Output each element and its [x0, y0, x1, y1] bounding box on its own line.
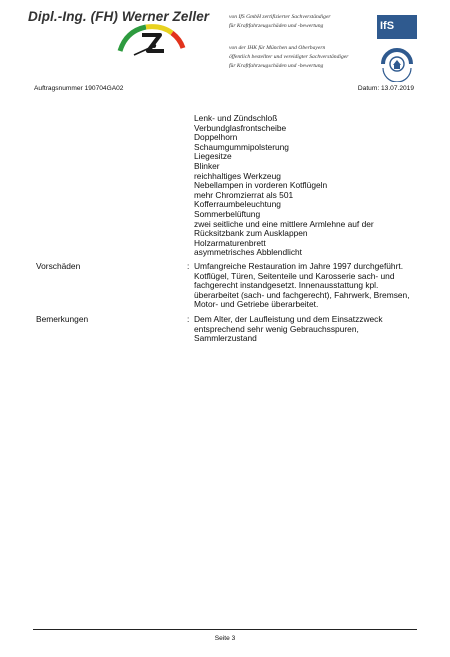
list-item: Sommerbelüftung [194, 208, 261, 219]
list-item: Lenk- und Zündschloß [194, 113, 278, 123]
previous-damage-label: Vorschäden [36, 261, 81, 271]
equipment-list [194, 114, 424, 258]
list-item: Blinker [194, 160, 220, 171]
list-item: Holzarmaturenbrett [194, 237, 266, 248]
list-item: Doppelhorn [194, 132, 238, 143]
list-item: Nebellampen in vorderen Kotflügeln [194, 180, 328, 191]
list-item: zwei seitliche und eine mittlere Armlehne auf der [194, 218, 374, 229]
list-item: Verbundglasfrontscheibe [194, 122, 287, 133]
document-date: Datum: 13.07.2019 [357, 85, 414, 92]
colon-separator: : [187, 314, 190, 324]
order-number: Auftragsnummer 190704GA02 [34, 85, 124, 92]
ihk-certification-text: von der IHK für München und Oberbayern öffentlich bestellter und vereidigter Sachverständiger für Kraftfahrzeugschäden und -bewertung [229, 45, 349, 69]
list-item: Kofferraumbeleuchtung [194, 199, 281, 210]
ifs-logo: IfS [377, 15, 417, 39]
page-number: Seite 3 [214, 635, 236, 642]
list-item: mehr Chromzierrat als 501 [194, 189, 294, 200]
list-item: asymmetrisches Abblendlicht [194, 247, 302, 258]
ifs-certification-text: von IfS GmbH zertifizierter Sachverständiger für Kraftfahrzeugschäden und -bewertung [229, 14, 331, 29]
list-item: Liegesitze [194, 151, 232, 162]
remarks-label: Bemerkungen [36, 314, 89, 324]
expert-name: Dipl.-Ing. (FH) Werner Zeller [28, 9, 210, 24]
colon-separator: : [187, 261, 190, 271]
remarks-text: Dem Alter, der Laufleistung und dem Einsatzzweck entsprechend sehr wenig Gebrauchsspuren, Sammlerzustand [194, 314, 383, 344]
list-item: Rücksitzbank zum Ausklappen [194, 228, 308, 239]
ihk-seal-icon [379, 46, 415, 82]
list-item: reichhaltiges Werkzeug [194, 170, 281, 181]
footer-divider [33, 629, 417, 630]
previous-damage-text: Umfangreiche Restauration im Jahre 1997 durchgeführt. Kotflügel, Türen, Seitenteile und Karosserie sach- und fachgerecht instandgesetzt. Innenausstattung kpl. überarbeitet (sach- und fachgerecht), Fahrwerk, Bremsen, Motor- und Getriebe überarbeitet. [194, 261, 410, 310]
list-item: Schaumgummipolsterung [194, 141, 289, 152]
gauge-logo-icon [112, 21, 190, 65]
